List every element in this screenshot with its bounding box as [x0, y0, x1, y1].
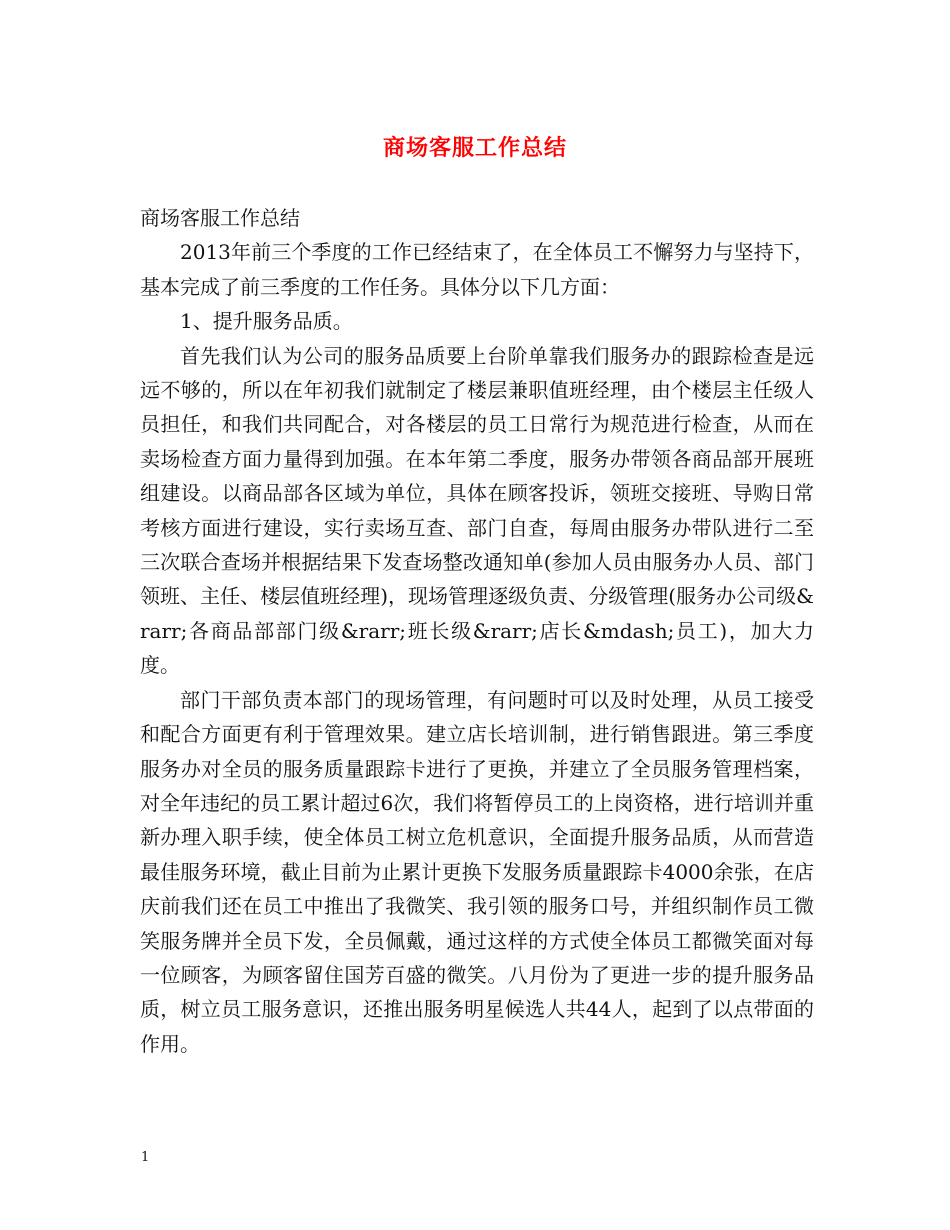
paragraph-body-2: 部门干部负责本部门的现场管理，有问题时可以及时处理，从员工接受和配合方面更有利于管理效果。建立店长培训制，进行销售跟进。第三季度服务办对全员的服务质量跟踪卡进行了更换，并建立了全员服务管理档案，对全年违纪的员工累计超过6次，我们将暂停员工的上岗资格，进行培训并重新办理入职手续，使全体员工树立危机意识，全面提升服务品质，从而营造最佳服务环境，截止目前为止累计更换下发服务质量跟踪卡4000余张，在店庆前我们还在员工中推出了我微笑、我引领的服务口号，并组织制作员工微笑服务牌并全员下发，全员佩戴，通过这样的方式使全体员工都微笑面对每一位顾客，为顾客留住国芳百盛的微笑。八月份为了更进一步的提升服务品质，树立员工服务意识，还推出服务明星候选人共44人，起到了以点带面的作用。 [140, 687, 814, 1056]
paragraph-intro: 2013年前三个季度的工作已经结束了，在全体员工不懈努力与坚持下，基本完成了前三季度的工作任务。具体分以下几方面： [140, 240, 814, 299]
paragraph-subtitle: 商场客服工作总结 [140, 206, 300, 230]
paragraph-body-1: 首先我们认为公司的服务品质要上台阶单靠我们服务办的跟踪检查是远远不够的，所以在年初我们就制定了楼层兼职值班经理，由个楼层主任级人员担任，和我们共同配合，对各楼层的员工日常行为规范进行检查，从而在卖场检查方面力量得到加强。在本年第二季度，服务办带领各商品部开展班组建设。以商品部各区域为单位，具体在顾客投诉，领班交接班、导购日常考核方面进行建设，实行卖场互查、部门自查，每周由服务办带队进行二至三次联合查场并根据结果下发查场整改通知单(参加人员由服务办人员、部门领班、主任、楼层值班经理)，现场管理逐级负责、分级管理(服务办公司级&rarr;各商品部部门级&rarr;班长级&rarr;店长&mdash;员工)，加大力度。 [140, 343, 814, 678]
document-body [140, 201, 814, 1061]
page-number: 1 [141, 1150, 150, 1165]
paragraph-section-heading: 1、提升服务品质。 [180, 309, 353, 334]
document-title: 商场客服工作总结 [382, 135, 567, 161]
